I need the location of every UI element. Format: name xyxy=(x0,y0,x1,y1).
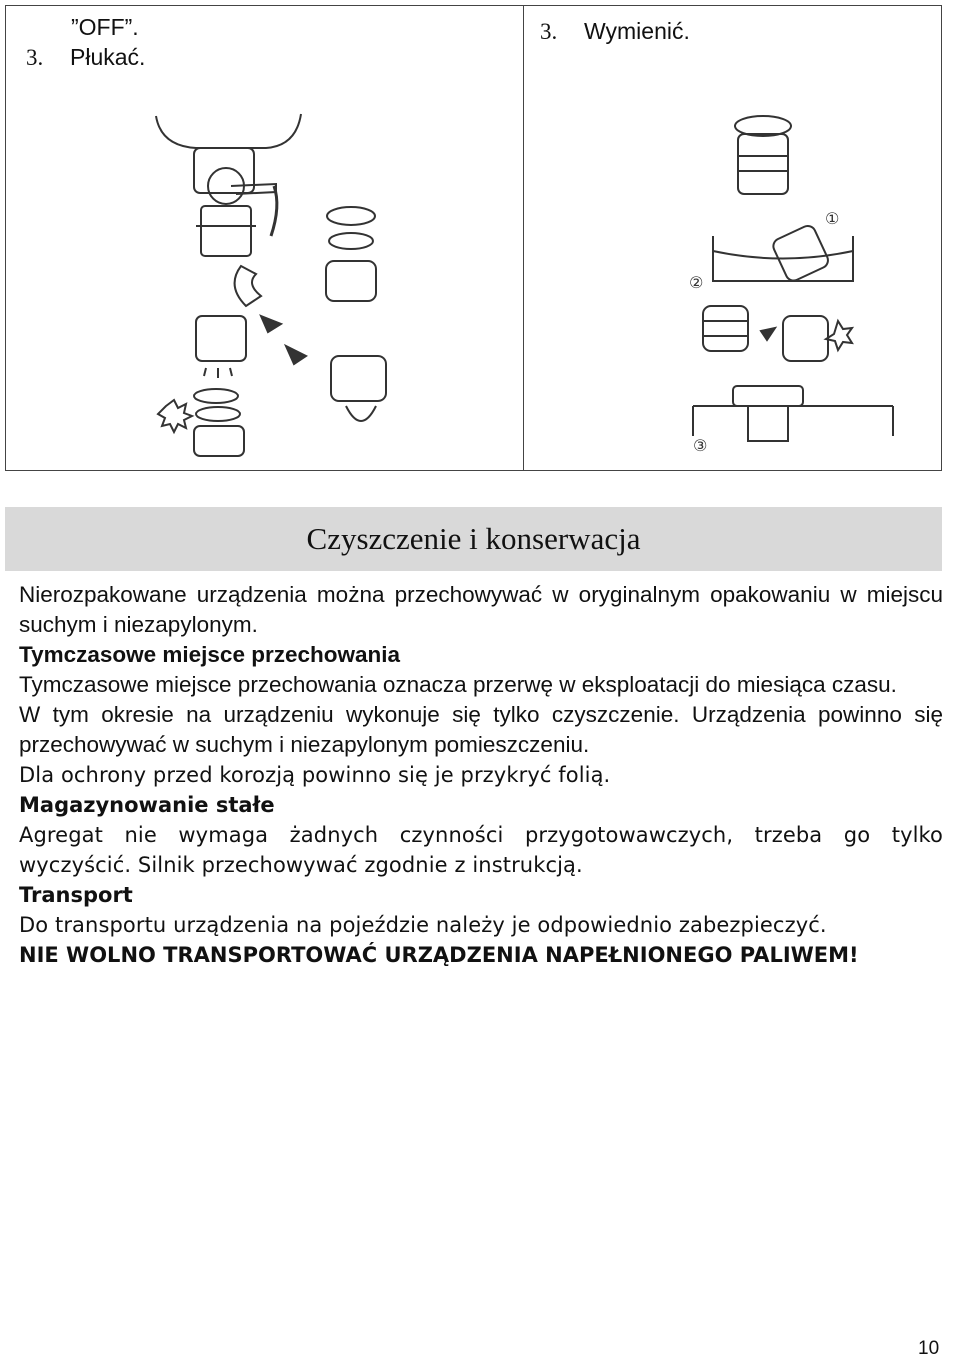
replace-step-text xyxy=(540,16,690,47)
table-cell-rinse xyxy=(6,6,524,470)
paragraph-cleaning-period: W tym okresie na urządzeniu wykonuje się tylko czyszczenie. Urządzenia powinno się przechowywać w suchym i niezapylonym pomieszczeniu. xyxy=(19,702,943,757)
instruction-table xyxy=(5,5,942,471)
paragraph-permanent-storage: Agregat nie wymaga żadnych czynności przygotowawczych, trzeba go tylko wyczyścić. Silnik przechowywać zgodnie z instrukcją. xyxy=(19,823,943,877)
page-number: 10 xyxy=(918,1338,940,1359)
section-title: Czyszczenie i konserwacja xyxy=(306,521,641,556)
heading-transport: Transport xyxy=(19,883,133,907)
callout-2: ② xyxy=(689,275,704,292)
heading-temporary-storage: Tymczasowe miejsce przechowania xyxy=(19,642,400,667)
off-label: ”OFF”. xyxy=(71,14,139,40)
paragraph-corrosion: Dla ochrony przed korozją powinno się je przykryć folią. xyxy=(19,763,611,787)
table-cell-replace xyxy=(523,6,941,470)
paragraph-unpacked-storage: Nierozpakowane urządzenia można przechowywać w oryginalnym opakowaniu w miejscu suchym i niezapylonym. xyxy=(19,582,943,637)
storage-instructions xyxy=(19,580,943,970)
section-banner xyxy=(5,507,942,571)
step-number: 3. xyxy=(26,45,44,70)
step-label: Wymienić. xyxy=(584,18,690,44)
paragraph-transport: Do transportu urządzenia na pojeździe należy je odpowiednio zabezpieczyć. xyxy=(19,913,827,937)
step-label: Płukać. xyxy=(70,44,146,70)
transport-warning: NIE WOLNO TRANSPORTOWAĆ URZĄDZENIA NAPEŁNIONEGO PALIWEM! xyxy=(19,943,859,967)
filter-replacement-illustration xyxy=(653,106,933,456)
step-number: 3. xyxy=(540,19,558,44)
aerator-cleaning-illustration xyxy=(146,106,446,466)
heading-permanent-storage: Magazynowanie stałe xyxy=(19,793,275,817)
rinse-step-text xyxy=(26,12,145,73)
paragraph-temporary-storage: Tymczasowe miejsce przechowania oznacza przerwę w eksploatacji do miesiąca czasu. xyxy=(19,672,897,697)
callout-3: ③ xyxy=(693,438,708,455)
callout-1: ① xyxy=(825,211,840,228)
